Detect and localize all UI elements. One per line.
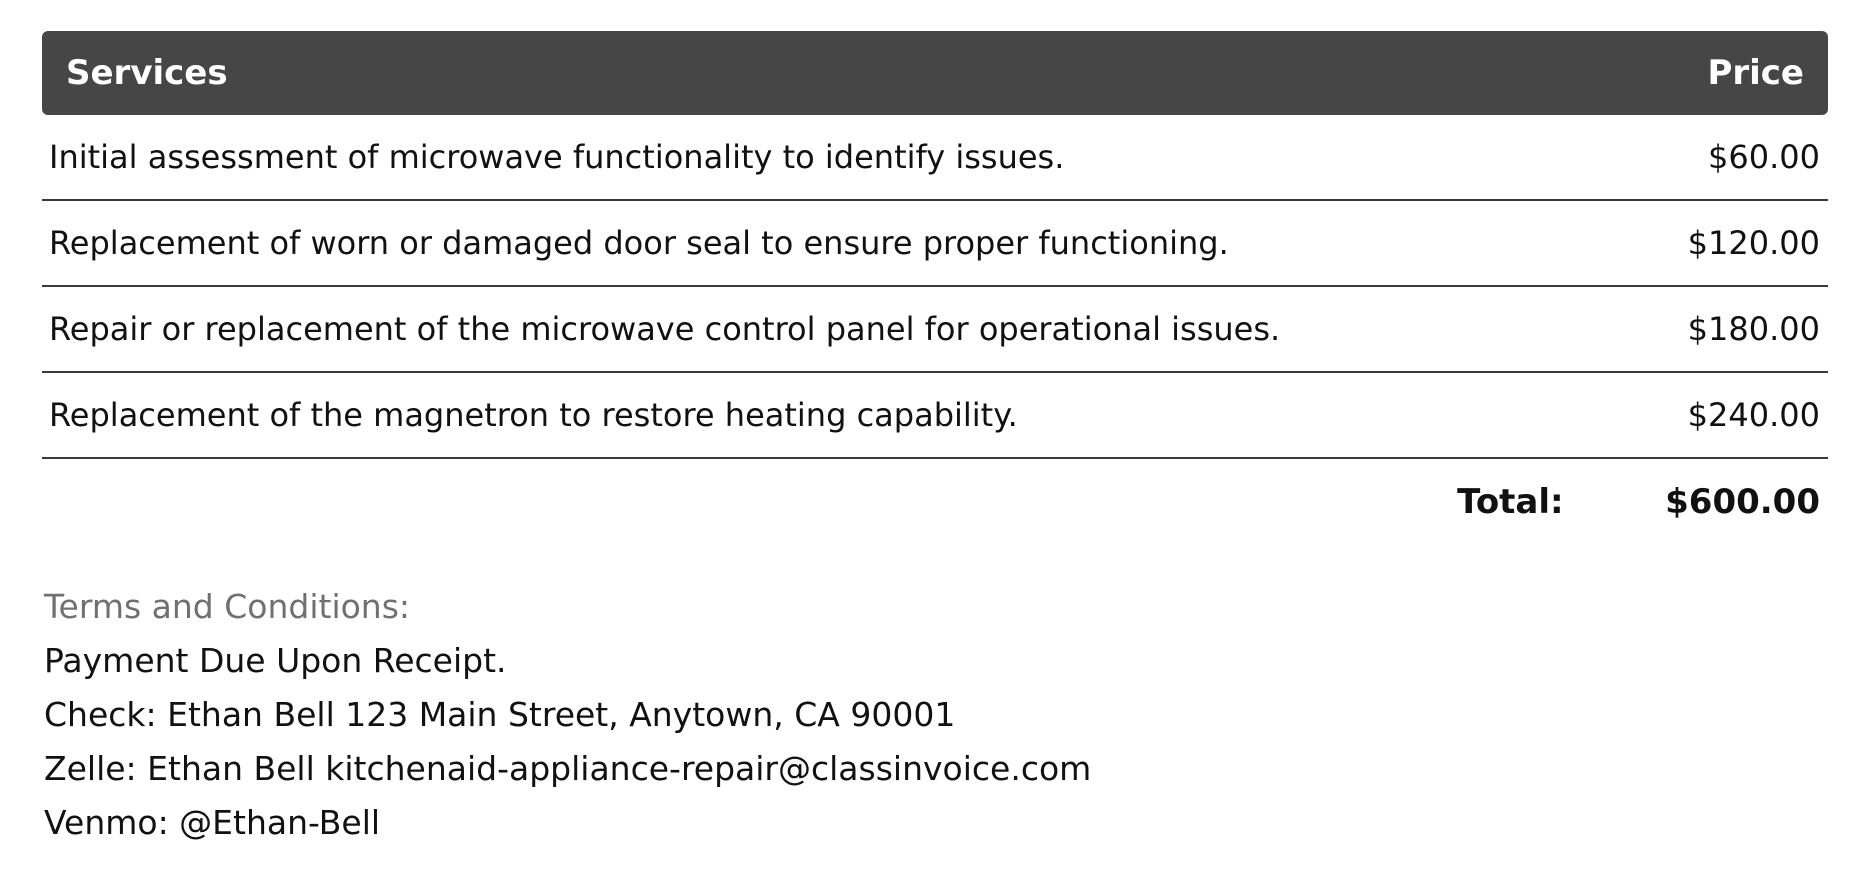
- service-price: $120.00: [1687, 224, 1820, 262]
- table-row: [42, 201, 1828, 287]
- services-table: [42, 31, 1828, 545]
- total-value: $600.00: [1665, 482, 1820, 522]
- total-label: Total:: [1457, 482, 1564, 522]
- terms-section: [44, 580, 1091, 850]
- service-price: $60.00: [1708, 138, 1820, 176]
- header-services: Services: [66, 53, 228, 93]
- table-row: [42, 115, 1828, 201]
- header-price: Price: [1707, 53, 1804, 93]
- service-price: $240.00: [1687, 396, 1820, 434]
- service-description: Repair or replacement of the microwave control panel for operational issues.: [49, 310, 1281, 348]
- service-price: $180.00: [1687, 310, 1820, 348]
- table-header: [42, 31, 1828, 115]
- check-payment-text: Check: Ethan Bell 123 Main Street, Anytown, CA 90001: [44, 695, 956, 734]
- service-description: Replacement of the magnetron to restore heating capability.: [49, 396, 1018, 434]
- terms-title: Terms and Conditions:: [44, 587, 411, 626]
- total-row: [42, 459, 1828, 545]
- service-description: Initial assessment of microwave functionality to identify issues.: [49, 138, 1065, 176]
- zelle-payment-text: Zelle: Ethan Bell kitchenaid-appliance-repair@classinvoice.com: [44, 749, 1092, 788]
- table-row: [42, 373, 1828, 459]
- payment-due-text: Payment Due Upon Receipt.: [44, 641, 507, 680]
- service-description: Replacement of worn or damaged door seal to ensure proper functioning.: [49, 224, 1229, 262]
- venmo-payment-text: Venmo: @Ethan-Bell: [44, 803, 381, 842]
- table-row: [42, 287, 1828, 373]
